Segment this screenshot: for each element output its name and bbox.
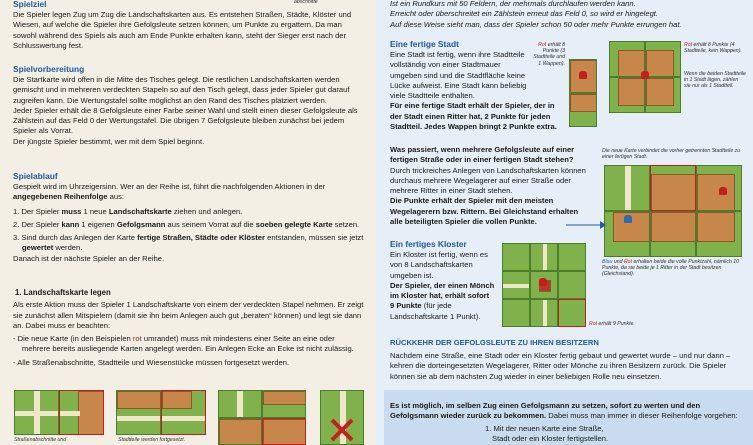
stadt-heading: Eine fertige Stadt — [390, 39, 459, 49]
ritter-p2: Durch trickreiches Anlegen von Landschaftskarten können durchaus mehrere Wegelagerer auf einer Straße oder mehrere Ritter in einer Stadt stehen. — [390, 165, 586, 196]
ritter-caption-bottom: Blau und Rot erhalten beide die volle Punktzahl, nämlich 10 Punkte, da sie beide je 1 Ritter in der Stadt besitzen (Gleichstand). — [602, 259, 740, 278]
stadt-note-1: Rot erhält 8 Punkte (3 Stadtteile und 1 Wappen). — [533, 42, 565, 67]
stadt-note-2: Rot erhält 8 Punkte (4 Stadtteile, kein Wappen). — [684, 42, 742, 55]
step1-bullet-1: - Die neue Karte (in den Beispielen rot umrandet) muss mit mindestens einer Seite an eine oder mehrere bereits ausliegende Karten angelegt werden. Ein Anlegen Ecke an Ecke ist nicht zulässig. — [13, 334, 354, 354]
spielziel-heading: Spielziel — [13, 0, 47, 9]
right-column — [376, 0, 753, 445]
stadt-tiles-2 — [609, 41, 681, 113]
kloster-tiles — [502, 243, 586, 327]
kloster-p2: Der Spieler, der einen Mönch im Kloster hat, erhält sofort 9 Punkte (für jede Landschaftskarte 1 Punkt). — [390, 280, 495, 321]
kloster-heading: Ein fertiges Kloster — [390, 239, 467, 249]
stadt-p2: Für eine fertige Stadt erhält der Spieler, der in der Stadt einen Ritter hat, 2 Punkte für jeden Stadtteil. Jedes Wappen bringt 2 Punkte extra. — [390, 101, 557, 132]
kloster-p1: Ein Kloster ist fertig, wenn es von 8 Landschaftskarten umgeben ist. — [390, 250, 488, 280]
caption-stadtteile: Stadtteile werden fortgesetzt. — [118, 437, 186, 443]
caption-strassen: Straßenabschnitte und — [14, 437, 67, 443]
ablauf-heading: Spielablauf — [13, 171, 58, 181]
step1-bullet-2: - Alle Straßenabschnitte, Stadtteile und Wiesenstücke müssen fortgesetzt werden. — [13, 357, 290, 367]
stadt-p1: Eine Stadt ist fertig, wenn ihre Stadtteile vollständig von einer Stadtmauer umgeben sind und die Stadtfläche keine Lücke aufweist. Eine Stadt kann beliebig viele Stadtteile enthalten. — [390, 50, 527, 101]
step1-heading: 1. Landschaftskarte legen — [15, 288, 111, 297]
vorbereitung-heading: Spielvorbereitung — [13, 64, 85, 74]
vorbereitung-p3: Der jüngste Spieler bestimmt, wer mit dem Spiel beginnt. — [13, 136, 205, 146]
ritter-tiles — [604, 165, 742, 257]
spielziel-section — [13, 0, 365, 51]
ablauf-section — [13, 171, 365, 264]
ablauf-intro: Gespielt wird im Uhrzeigersinn. Wer an der Reihe ist, führt die nachfolgenden Aktionen in der angegebenen Reihenfolge aus: — [13, 182, 326, 202]
top-italic-text: Ist ein Rundkurs mit 50 Feldern, der mehrmals durchlaufen werden kann. Erreicht oder überschreitet ein Zählstein erneut das Feld 0, so wird er hingelegt. Auf diese Weise sieht man, dass der Spieler schon 50 oder mehr Punkte errungen hat. — [390, 0, 682, 29]
left-column — [0, 0, 376, 445]
callout-box — [384, 390, 753, 445]
ritter-caption-top: Die neue Karte verbindet die vorher getrennten Stadtteile zu einer fertigen Stadt. — [602, 148, 741, 161]
ablauf-item-2: 2. Der Spieler kann 1 eigenen Gefolgsmann aus seinem Vorrat auf die soeben gelegte Karte setzen. — [13, 219, 360, 229]
rueckkehr-section — [390, 337, 745, 382]
tile-illustration-3 — [218, 390, 306, 445]
vorbereitung-p2: Jeder Spieler erhält die 8 Gefolgsleute einer Farbe seiner Wahl und stellt einen dieser Gefolgsleute als Zählstein auf das Feld 0 der Wertungstafel. Die übrigen 7 Gefolgsleute bleiben zunächst bei jedem Spieler als Vorrat. — [13, 105, 358, 136]
ablauf-item-1: 1. Der Spieler muss 1 neue Landschaftskarte ziehen und anlegen. — [13, 206, 243, 216]
ritter-p1: Was passiert, wenn mehrere Gefolgsleute auf einer fertigen Straße oder in einer fertigen Stadt stehen? — [390, 145, 575, 165]
tile-illustration-2 — [116, 390, 206, 435]
stadt-tiles-1 — [569, 59, 597, 127]
invalid-cross-icon — [320, 390, 364, 445]
rueckkehr-heading: RÜCKKEHR DER GEFOLGSLEUTE ZU IHREN BESITZERN — [390, 338, 599, 347]
ritter-section — [390, 145, 590, 227]
step1-section — [13, 288, 365, 368]
tile-illustration-1 — [14, 390, 104, 435]
ablauf-item-3: 3. Sind durch das Anlegen der Karte fertige Straßen, Städte oder Klöster entstanden, müssen sie jetzt gewertet werden. — [13, 233, 364, 253]
ritter-p3: Die Punkte erhält der Spieler mit den meisten Wegelagerern bzw. Rittern. Bei Gleichstand erhalten alle beteiligten Spieler die vollen Punkte. — [390, 196, 579, 227]
vorbereitung-section — [13, 64, 365, 147]
step1-p1: Als erste Aktion muss der Spieler 1 Landschaftskarte von einem der verdeckten Stapel nehmen. Er zeigt sie zunächst allen Mitspielern (damit sie ihn beim Anlegen auch gut „beraten“ können) und legt sie dann an. Dabei muss er beachten: — [13, 300, 364, 330]
ablauf-after: Danach ist der nächste Spieler an der Reihe. — [13, 253, 165, 263]
kloster-caption: Rot erhält 9 Punkte. — [589, 321, 635, 327]
stadt-note-3: Wenn die beiden Stadtteile in 1 Stadt lägen, zählen sie nur als 1 Stadtteil. — [684, 71, 746, 90]
rueckkehr-p1: Nachdem eine Straße, eine Stadt oder ein Kloster fertig gebaut und gewertet wurde – und nur dann – kehren die dorteingesetzten Wegelagerer, Ritter oder Mönche zu ihren Besitzern zurück. Die Spieler können sie ab dem nächsten Zug wieder in einer beliebigen Rolle neu einsetzen. — [390, 351, 731, 381]
kloster-section — [390, 239, 495, 322]
vorbereitung-p1: Die Startkarte wird offen in die Mitte des Tisches gelegt. Die restlichen Landschaftskarten werden gemischt und in mehreren verdeckten Stapeln so auf den Tisch gelegt, dass jeder Spieler gut darauf zugreifen kann. Die Wertungstafel sollte möglichst an den Rand des Tisches platziert werden. — [13, 75, 350, 105]
top-caption: abschnitte — [294, 0, 318, 5]
arrow-icon — [566, 220, 606, 230]
callout-text: Es ist möglich, im selben Zug einen Gefolgsmann zu setzen, sofort zu werten und den Gefolgsmann wieder zurück zu bekommen. Dabei muss man immer in dieser Reihenfolge vorgehen: 1. Mit der neuen Karte eine Straße, Stadt oder ein Kloster fertigstellen. — [390, 401, 738, 443]
tile-illustration-4 — [320, 390, 364, 445]
spielziel-text: Die Spieler legen Zug um Zug die Landschaftskarten aus. Es entstehen Straßen, Städte, Klöster und Wiesen, auf welche die Spieler ihre Gefolgsleute setzen können, um Punkte zu ergattern. Da man sowohl während des Spiels als auch am Ende Punkte erhalten kann, steht der Sieger erst nach der Schlusswertung fest. — [13, 10, 352, 50]
